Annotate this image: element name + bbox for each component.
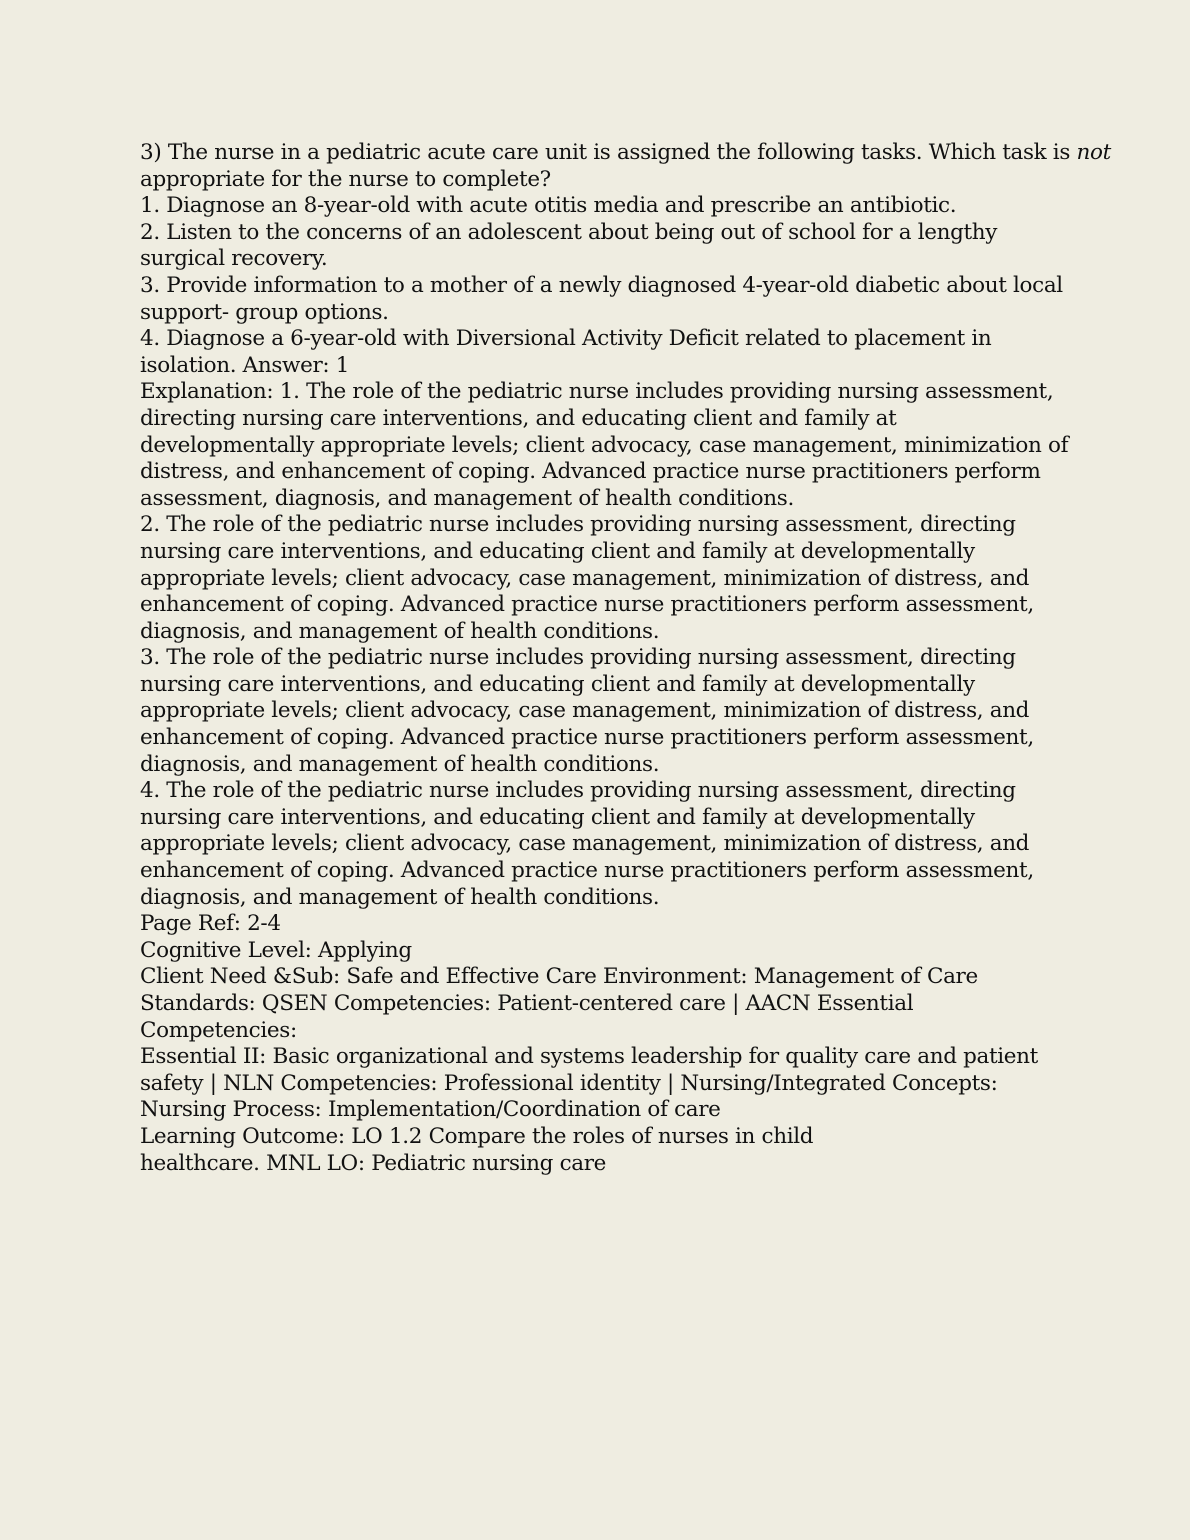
explanation-line: nursing care interventions, and educating client and family at developmentally [140,804,975,830]
question-stem-line [140,140,1111,167]
explanation-line: diagnosis, and management of health conditions. [140,751,660,777]
explanation-line: diagnosis, and management of health conditions. [140,884,660,910]
answer-option-1 [140,193,1080,220]
standards-line: Competencies: [140,1017,297,1043]
explanation-line: developmentally appropriate levels; client advocacy, case management, minimization of [140,432,1069,458]
answer-option-2 [140,220,1080,273]
question-stem-text: 3) The nurse in a pediatric acute care unit is assigned the following tasks. Which task is [140,140,1077,165]
explanation-block-4 [140,778,1080,911]
explanation-line: 3. The role of the pediatric nurse includes providing nursing assessment, directing [140,645,1016,671]
explanation-line: enhancement of coping. Advanced practice nurse practitioners perform assessment, [140,725,1034,751]
option-line: surgical recovery. [140,246,328,272]
option-line: isolation. Answer: 1 [140,352,350,378]
explanation-line: appropriate levels; client advocacy, case management, minimization of distress, and [140,831,1030,857]
standards-line: Essential II: Basic organizational and systems leadership for quality care and patient [140,1044,1038,1070]
explanation [140,379,1080,911]
explanation-line: appropriate levels; client advocacy, case management, minimization of distress, and [140,698,1030,724]
answer-option-4 [140,326,1080,379]
explanation-line: Explanation: 1. The role of the pediatric nurse includes providing nursing assessment, [140,379,1054,405]
explanation-line: 2. The role of the pediatric nurse includes providing nursing assessment, directing [140,512,1016,538]
option-line: 2. Listen to the concerns of an adolescent about being out of school for a lengthy [140,219,998,245]
explanation-line: diagnosis, and management of health conditions. [140,618,660,644]
question-stem-emphasis: not [1076,140,1111,165]
explanation-line: nursing care interventions, and educating client and family at developmentally [140,538,975,564]
explanation-line: enhancement of coping. Advanced practice nurse practitioners perform assessment, [140,858,1034,884]
option-line: 4. Diagnose a 6-year-old with Diversional Activity Deficit related to placement in [140,326,992,352]
explanation-line: 4. The role of the pediatric nurse includes providing nursing assessment, directing [140,778,1016,804]
explanation-line: directing nursing care interventions, and educating client and family at [140,405,897,431]
page-ref: Page Ref: 2-4 [140,911,281,937]
question-stem [140,140,1111,193]
answer-option-3 [140,273,1080,326]
document-page [140,140,1111,1177]
question-stem-line: appropriate for the nurse to complete? [140,166,551,192]
explanation-line: appropriate levels; client advocacy, case management, minimization of distress, and [140,565,1030,591]
client-need: Client Need &Sub: Safe and Effective Care Environment: Management of Care [140,964,978,990]
cognitive-level: Cognitive Level: Applying [140,937,412,963]
explanation-block-1 [140,379,1080,512]
explanation-line: distress, and enhancement of coping. Advanced practice nurse practitioners perform [140,459,1041,485]
option-line: support- group options. [140,299,389,325]
learning-outcome [140,1124,1080,1177]
explanation-line: assessment, diagnosis, and management of health conditions. [140,485,794,511]
standards-line: Nursing Process: Implementation/Coordination of care [140,1097,721,1123]
explanation-line: enhancement of coping. Advanced practice nurse practitioners perform assessment, [140,592,1034,618]
question-metadata [140,911,1080,1177]
option-line: 3. Provide information to a mother of a newly diagnosed 4-year-old diabetic about local [140,272,1063,298]
standards [140,991,1080,1124]
answer-options [140,193,1080,379]
standards-line: Standards: QSEN Competencies: Patient-centered care | AACN Essential [140,991,914,1016]
explanation-line: nursing care interventions, and educating client and family at developmentally [140,671,975,697]
standards-line: safety | NLN Competencies: Professional identity | Nursing/Integrated Concepts: [140,1070,998,1096]
learning-outcome-line: healthcare. MNL LO: Pediatric nursing care [140,1150,607,1176]
learning-outcome-line: Learning Outcome: LO 1.2 Compare the roles of nurses in child [140,1123,814,1149]
explanation-block-3 [140,645,1080,778]
explanation-block-2 [140,512,1080,645]
option-line: 1. Diagnose an 8-year-old with acute otitis media and prescribe an antibiotic. [140,193,957,219]
